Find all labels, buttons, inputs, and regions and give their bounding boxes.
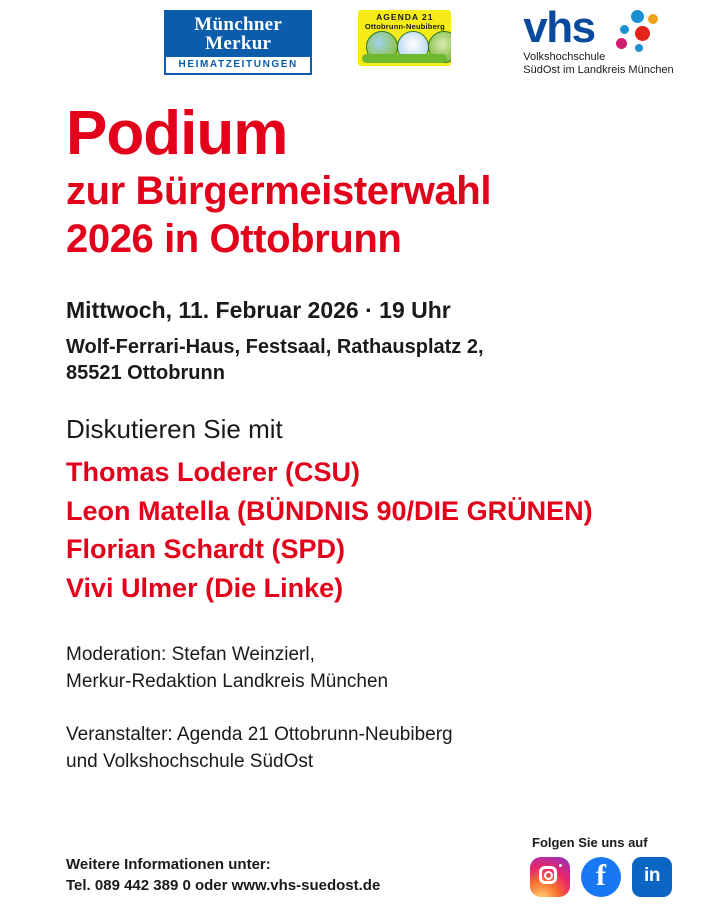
event-datetime: Mittwoch, 11. Februar 2026 · 19 Uhr xyxy=(66,297,451,324)
vhs-logo xyxy=(523,3,678,78)
list-item: Thomas Loderer (CSU) xyxy=(66,456,361,487)
facebook-glyph: f xyxy=(596,859,606,892)
panel-intro: Diskutieren Sie mit xyxy=(66,413,283,444)
organizer-line2: und Volkshochschule SüdOst xyxy=(66,751,314,773)
agenda21-logo-title: AGENDA 21 xyxy=(376,12,434,22)
social-section xyxy=(530,835,672,897)
vhs-logo-mark: vhs xyxy=(523,3,595,52)
linkedin-glyph: in xyxy=(644,865,660,886)
organizer-note xyxy=(66,722,678,776)
vhs-logo-line1: Volkshochschule xyxy=(523,51,606,64)
moderation-line2: Merkur-Redaktion Landkreis München xyxy=(66,671,389,693)
page-subtitle-line1: zur Bürgermeisterwahl xyxy=(66,168,492,213)
social-icon-row xyxy=(530,857,672,897)
merkur-logo xyxy=(164,10,312,75)
panelist-list xyxy=(66,453,678,609)
moderation-line1: Moderation: Stefan Weinzierl, xyxy=(66,644,315,666)
agenda21-logo-subtitle: Ottobrunn-Neubiberg xyxy=(364,22,445,31)
social-label: Folgen Sie uns auf xyxy=(532,835,648,850)
vhs-logo-line2: SüdOst im Landkreis München xyxy=(523,64,674,77)
page-subtitle-line2: 2026 in Ottobrunn xyxy=(66,217,402,262)
agenda21-logo xyxy=(358,10,451,66)
footer-info-line1: Weitere Informationen unter: xyxy=(66,855,271,873)
agenda21-logo-band xyxy=(362,54,447,63)
list-item: Vivi Ulmer (Die Linke) xyxy=(66,573,344,604)
footer-info xyxy=(66,854,380,898)
event-venue-line2: 85521 Ottobrunn xyxy=(66,361,225,384)
list-item: Florian Schardt (SPD) xyxy=(66,534,346,565)
list-item: Leon Matella (BÜNDNIS 90/DIE GRÜNEN) xyxy=(66,495,593,526)
footer-info-line2: Tel. 089 442 389 0 oder www.vhs-suedost.de xyxy=(66,877,381,895)
merkur-logo-title: Münchner Merkur xyxy=(166,12,310,57)
moderation-note xyxy=(66,642,678,696)
vhs-dots-icon xyxy=(611,10,671,56)
organizer-line1: Veranstalter: Agenda 21 Ottobrunn-Neubiberg xyxy=(66,724,453,746)
logo-header xyxy=(0,0,702,78)
poster-content xyxy=(0,78,702,776)
event-venue-line1: Wolf-Ferrari-Haus, Festsaal, Rathausplatz 2, xyxy=(66,335,484,358)
page-title: Podium xyxy=(66,98,288,168)
event-venue xyxy=(66,334,678,386)
instagram-icon[interactable] xyxy=(530,857,570,897)
merkur-logo-subtitle: HEIMATZEITUNGEN xyxy=(178,59,298,70)
facebook-icon[interactable] xyxy=(581,857,621,897)
linkedin-icon[interactable] xyxy=(632,857,672,897)
